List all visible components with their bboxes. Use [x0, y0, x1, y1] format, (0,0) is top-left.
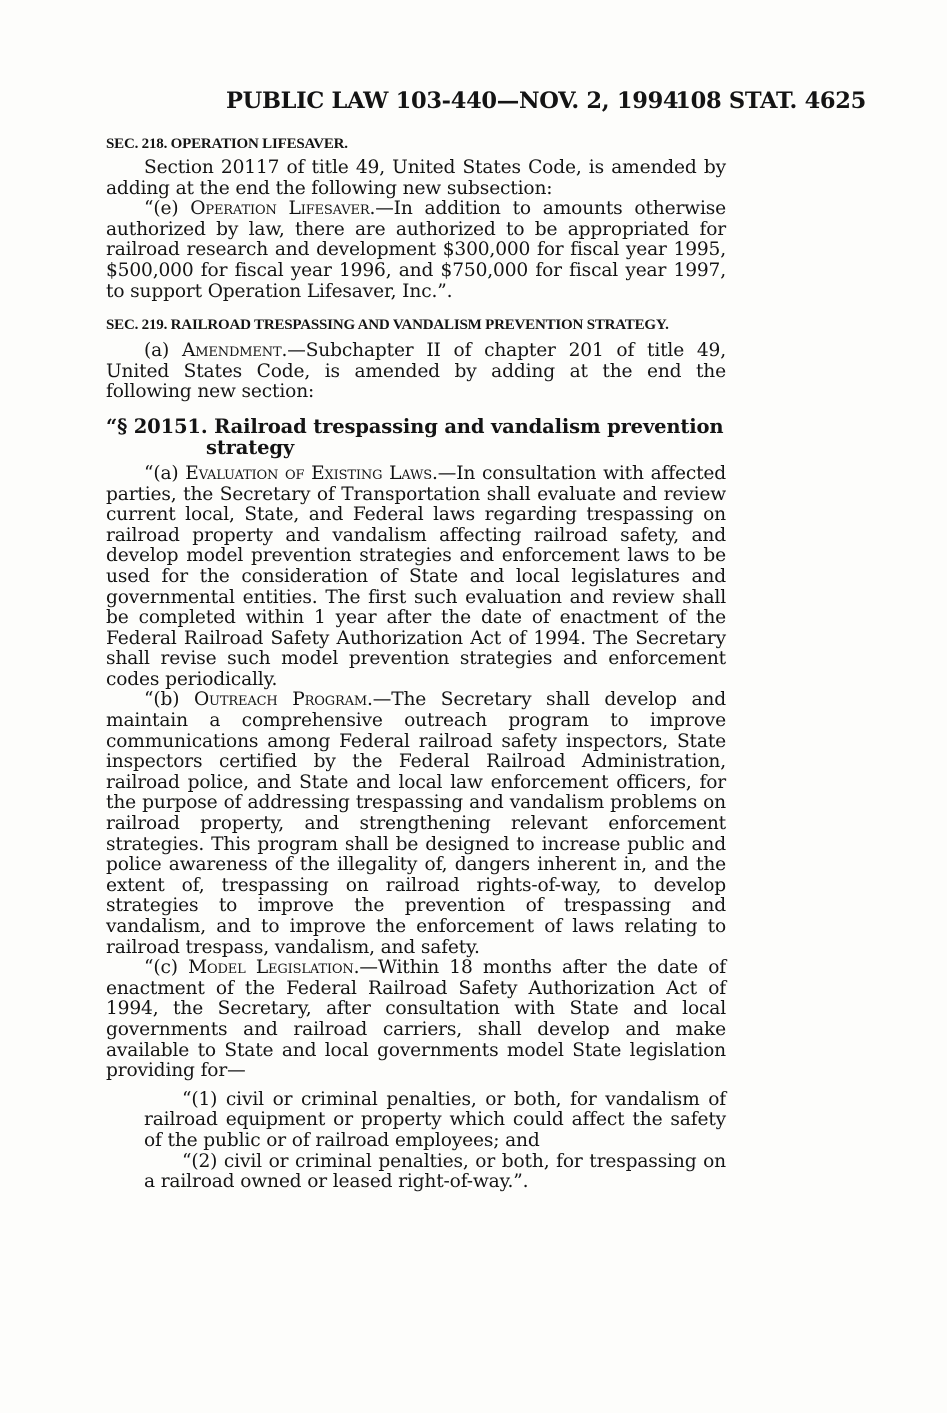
subsection-b-name: Outreach Program — [193, 689, 367, 711]
subsection-b-paragraph: “(b) Outreach Program.—The Secretary shall develop and maintain a comprehensive outreach program to improve communications among Federal railroad safety inspectors, State inspectors certified by the Federal Railroad Administration, railroad police, and State and local law enforcement officers, for the purpose of addressing trespassing and vandalism problems on railroad property, and strengthening relevant enforcement strategies. This program shall be designed to increase public and police awareness of the illegality of, dangers inherent in, and the extent of, trespassing on railroad rights-of-way, to develop strategies to improve the prevention of trespassing and vandalism, and to improve the enforcement of laws relating to railroad trespass, vandalism, and safety. — [106, 689, 726, 958]
list-item-2: “(2) civil or criminal penalties, or both, for trespassing on a railroad owned or leased right-of-way.”. — [144, 1150, 726, 1193]
subsection-c-paragraph: “(c) Model Legislation.—Within 18 months after the date of enactment of the Federal Railroad Safety Authorization Act of 1994, the Secretary, after consultation with State and local governments and railroad carriers, shall develop and make available to State and local governments model State legislation providing for— — [106, 957, 727, 1082]
list-item-1: “(1) civil or criminal penalties, or both, for vandalism of railroad equipment or property which could affect the safety of the public or of railroad employees; and — [144, 1088, 726, 1151]
amendment-name: Amendment — [181, 340, 282, 362]
amendment-paragraph: (a) Amendment.—Subchapter II of chapter 201 of title 49, United States Code, is amended by adding at the end the following new section: — [106, 340, 726, 403]
subsection-e-name: Operation Lifesaver — [190, 198, 370, 220]
subsection-a-paragraph: “(a) Evaluation of Existing Laws.—In consultation with affected parties, the Secretary of Transportation shall evaluate and review current local, State, and Federal laws regarding trespassing on railroad property and vandalism affecting railroad safety, and develop model prevention strategies and enforcement laws to be used for the consideration of State and local legislatures and governmental entities. The first such evaluation and review shall be completed within 1 year after the date of enactment of the Federal Railroad Safety Authorization Act of 1994. The Secretary shall revise such model prevention strategies and enforcement codes periodically. — [106, 462, 727, 690]
statute-page-number: 108 STAT. 4625 — [675, 88, 866, 114]
subsection-c-name: Model Legislation — [188, 957, 354, 979]
section-20151-title: “§ 20151. Railroad trespassing and vandalism prevention strategy — [106, 414, 724, 459]
section-218-heading: SEC. 218. OPERATION LIFESAVER. — [106, 136, 348, 152]
subsection-e-paragraph: “(e) Operation Lifesaver.—In addition to amounts otherwise authorized by law, there are authorized to be appropriated for railroad research and development $300,000 for fiscal year 1995, $500,000 for fiscal year 1996, and $750,000 for fiscal year 1997, to support Operation Lifesaver, Inc.”. — [106, 198, 726, 302]
public-law-title: PUBLIC LAW 103-440—NOV. 2, 1994 — [226, 88, 679, 114]
section-219-heading: SEC. 219. RAILROAD TRESPASSING AND VANDALISM PREVENTION STRATEGY. — [106, 317, 669, 334]
document-body — [106, 134, 726, 1193]
section-218-intro: Section 20117 of title 49, United States Code, is amended by adding at the end the following new subsection: — [106, 157, 726, 199]
subsection-a-name: Evaluation of Existing Laws — [185, 462, 432, 484]
running-head — [106, 88, 866, 122]
